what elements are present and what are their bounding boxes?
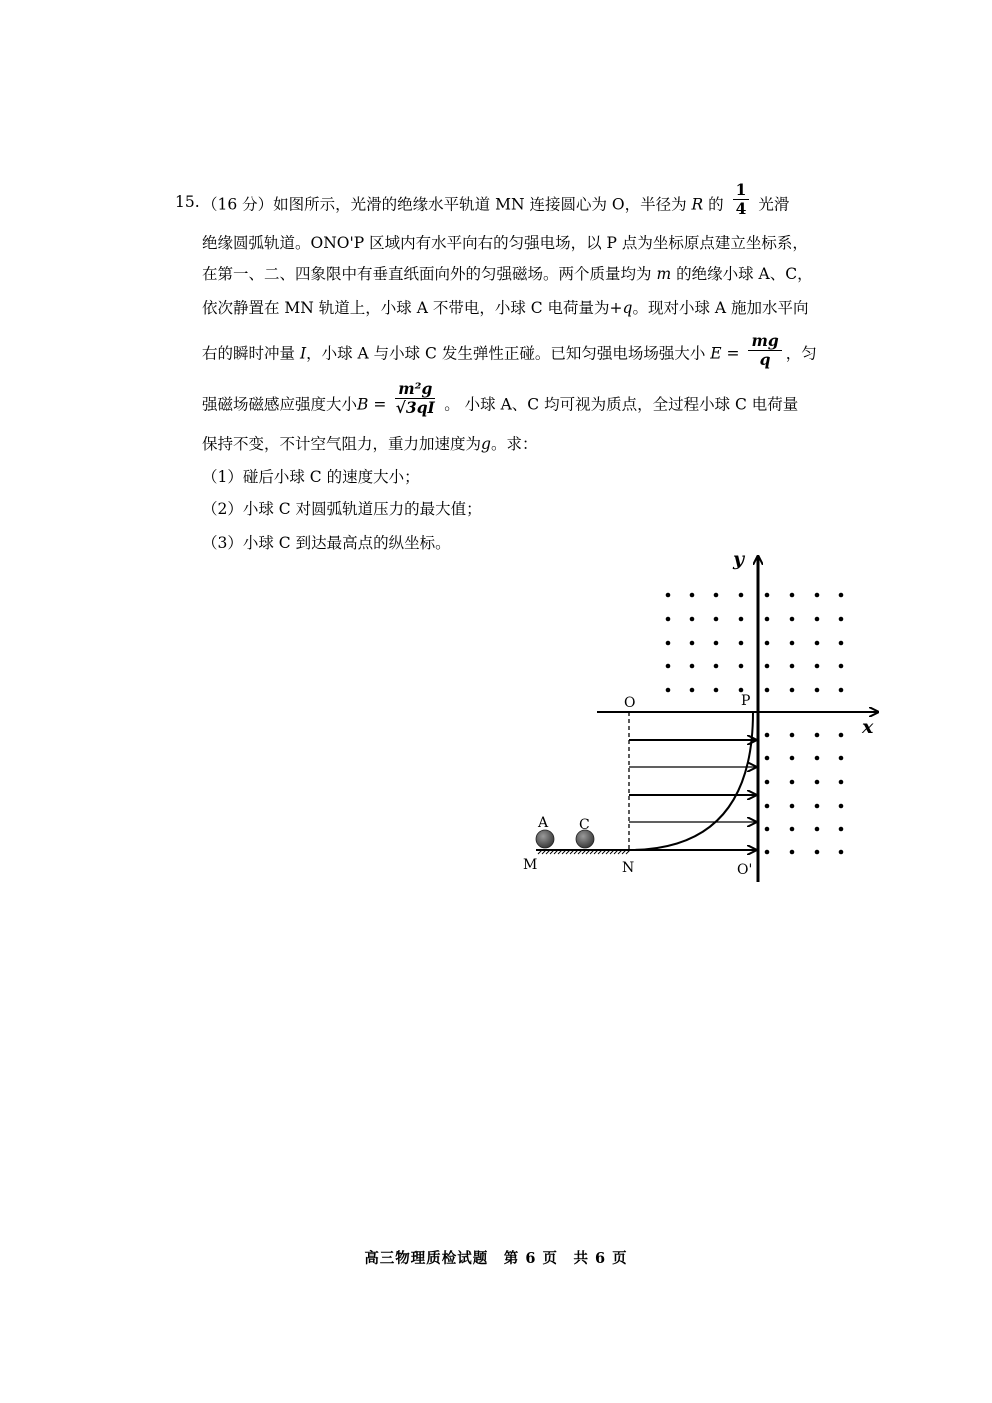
var-m: m [656, 265, 672, 283]
text: 光滑 [758, 195, 790, 214]
var-g: g [481, 435, 491, 453]
field-dot [765, 688, 770, 693]
field-dot [839, 850, 844, 855]
field-dot [765, 593, 770, 598]
field-dot [739, 641, 744, 646]
field-dot [815, 593, 820, 598]
field-dot [666, 664, 671, 669]
fraction-denominator: 4 [735, 199, 747, 218]
field-dot [765, 733, 770, 738]
var-I: I [299, 344, 307, 363]
text: （16 分）如图所示，光滑的绝缘水平轨道 MN 连接圆心为 O，半径为 [202, 195, 687, 214]
fraction-numerator: m²g [395, 380, 435, 399]
field-dot [815, 827, 820, 832]
field-dot [815, 733, 820, 738]
field-dot [739, 688, 744, 693]
text: 。求： [490, 435, 538, 453]
ball-A [536, 830, 554, 848]
field-dot [815, 688, 820, 693]
text: 保持不变，不计空气阻力，重力加速度为 [202, 435, 482, 453]
field-dot [765, 664, 770, 669]
field-dot [714, 688, 719, 693]
field-dot [765, 780, 770, 785]
field-dot [790, 688, 795, 693]
field-dot [690, 593, 695, 598]
text: ，匀 [785, 344, 817, 363]
field-dot [790, 641, 795, 646]
field-dot [765, 617, 770, 622]
field-dot [666, 593, 671, 598]
field-dot [839, 804, 844, 809]
text: ，小球 A 与小球 C 发生弹性正碰。已知匀强电场场强大小 [306, 344, 706, 363]
sub-question-3: （3）小球 C 到达最高点的纵坐标。 [202, 534, 451, 552]
field-dot [839, 593, 844, 598]
field-dot [739, 664, 744, 669]
question-line-2: 绝缘圆弧轨道。ONO'P 区域内有水平向右的匀强电场，以 P 点为坐标原点建立坐标系， [202, 234, 808, 252]
field-dot [714, 617, 719, 622]
field-dot [790, 733, 795, 738]
sub-question-2: （2）小球 C 对圆弧轨道压力的最大值； [202, 500, 482, 518]
B-equation: B = [357, 395, 387, 414]
field-dot [666, 641, 671, 646]
field-dot [714, 593, 719, 598]
field-dot [839, 827, 844, 832]
point-label-O: O [624, 695, 636, 711]
field-dot [815, 780, 820, 785]
field-dot [839, 756, 844, 761]
field-dot [839, 617, 844, 622]
var-R: R [691, 195, 704, 214]
fraction-denominator: q [759, 350, 771, 369]
point-label-P: P [741, 693, 751, 709]
field-dot [790, 593, 795, 598]
text: 在第一、二、四象限中有垂直纸面向外的匀强磁场。两个质量均为 [202, 265, 652, 283]
field-dot [839, 780, 844, 785]
field-dot [765, 804, 770, 809]
field-dot [714, 664, 719, 669]
field-dot [839, 688, 844, 693]
field-dot [690, 617, 695, 622]
text: 的 [708, 195, 724, 214]
field-dot [765, 756, 770, 761]
text: 右的瞬时冲量 [202, 344, 296, 363]
ball-label-C: C [579, 817, 590, 833]
field-dot [815, 850, 820, 855]
field-dot [739, 617, 744, 622]
page-footer: 高三物理质检试题 第 6 页 共 6 页 [364, 1250, 628, 1267]
fraction-denominator: √3qI [395, 398, 435, 417]
field-dot [790, 827, 795, 832]
field-dot [739, 593, 744, 598]
field-dot [790, 804, 795, 809]
field-dot [765, 850, 770, 855]
ball-label-A: A [538, 815, 549, 831]
field-dot [815, 664, 820, 669]
E-equation: E = [710, 344, 740, 363]
field-dot [666, 688, 671, 693]
axis-label-y: y [733, 548, 745, 570]
arc-track [629, 712, 753, 850]
field-dot [815, 756, 820, 761]
point-label-O-prime: O' [737, 862, 753, 878]
fraction-numerator: mg [748, 332, 781, 351]
field-dot [714, 641, 719, 646]
axis-label-x: x [862, 716, 874, 738]
text: 强磁场磁感应强度大小 [202, 395, 358, 414]
field-dot [765, 641, 770, 646]
text: 。现对小球 A 施加水平向 [632, 299, 809, 317]
point-label-M: M [523, 857, 538, 873]
field-dot [790, 850, 795, 855]
field-dot [839, 664, 844, 669]
field-dot [790, 756, 795, 761]
field-dot [666, 617, 671, 622]
field-dot [790, 780, 795, 785]
question-number: 15. [175, 193, 200, 211]
field-dot [690, 664, 695, 669]
field-dot [690, 641, 695, 646]
field-dot [790, 664, 795, 669]
field-dot [765, 827, 770, 832]
field-dot [815, 641, 820, 646]
text: 依次静置在 MN 轨道上，小球 A 不带电，小球 C 电荷量为+ [202, 299, 623, 317]
field-dot [839, 641, 844, 646]
var-q: q [622, 299, 633, 317]
fraction-numerator: 1 [733, 181, 750, 200]
field-dot [815, 804, 820, 809]
text: 的绝缘小球 A、C， [676, 265, 813, 283]
text: 。 小球 A、C 均可视为质点，全过程小球 C 电荷量 [444, 395, 799, 414]
magnetic-field-dots [666, 593, 844, 855]
field-dot [815, 617, 820, 622]
sub-question-1: （1）碰后小球 C 的速度大小； [202, 468, 420, 486]
field-dot [790, 617, 795, 622]
field-dot [690, 688, 695, 693]
point-label-N: N [622, 860, 635, 876]
field-dot [839, 733, 844, 738]
